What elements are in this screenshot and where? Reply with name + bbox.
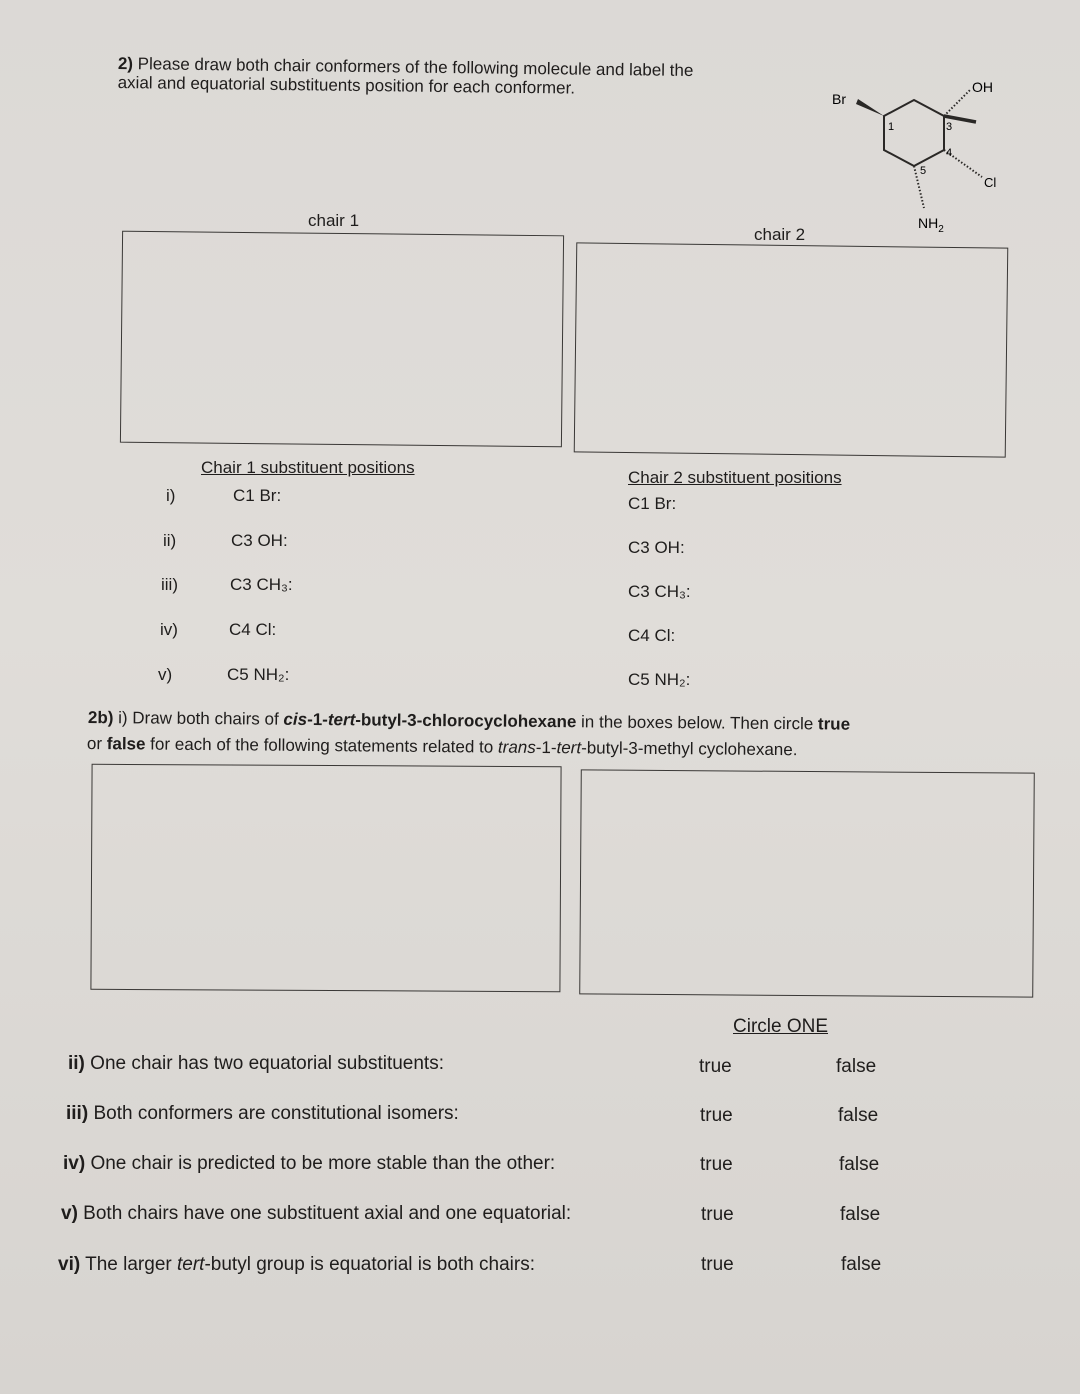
molecule-structure	[820, 70, 1040, 240]
oh-label: OH	[972, 79, 993, 95]
oh-hash-bond	[944, 90, 970, 116]
statement-ii-true[interactable]: true	[699, 1056, 732, 1077]
chair-1-drawing-box[interactable]	[120, 231, 564, 448]
statement-iv-false[interactable]: false	[839, 1154, 880, 1175]
question-2-line-1: Please draw both chair conformers of the following molecule and label the	[137, 54, 694, 81]
chair-b-drawing-box[interactable]	[579, 769, 1035, 997]
chair-1-row-5-num: v)	[158, 665, 173, 684]
chair-2-row-3: C3 CH₃:	[628, 582, 691, 601]
chair-1-label: chair 1	[308, 211, 360, 230]
chair-1-row-1-num: i)	[166, 486, 176, 505]
question-2b-line-2: or false for each of the following statements related to trans-1-tert-butyl-3-methyl cyclohexane.	[86, 734, 798, 760]
chair-2-row-1: C1 Br:	[628, 494, 677, 513]
chair-1-positions-heading: Chair 1 substituent positions	[201, 458, 415, 477]
br-wedge-bond	[856, 99, 884, 116]
nh2-label: $NH_2$	[918, 215, 944, 235]
br-label: Br	[832, 91, 846, 107]
chair-2-row-2: C3 OH:	[628, 538, 685, 557]
carbon-number-4: 4	[946, 147, 953, 159]
chair-1-row-4-num: iv)	[160, 620, 178, 639]
chair-1-row-2-label: C3 OH:	[231, 531, 288, 550]
circle-one-heading: Circle ONE	[733, 1016, 829, 1037]
statement-vi-true[interactable]: true	[701, 1254, 734, 1275]
carbon-number-5: 5	[920, 165, 927, 177]
statement-iii-false[interactable]: false	[838, 1105, 879, 1126]
chair-1-row-5-label: C5 NH₂:	[227, 665, 290, 684]
cyclohexane-ring	[884, 100, 944, 166]
chair-2-row-4: C4 Cl:	[628, 626, 676, 645]
statement-iii: iii) Both conformers are constitutional isomers:	[66, 1103, 459, 1124]
statement-v-false[interactable]: false	[840, 1204, 881, 1225]
chair-1-row-1-label: C1 Br:	[233, 486, 282, 505]
chair-2-row-5: C5 NH₂:	[628, 670, 691, 689]
statement-iv-true[interactable]: true	[700, 1154, 733, 1175]
statement-iii-true[interactable]: true	[700, 1105, 733, 1126]
chair-1-row-4-label: C4 Cl:	[229, 620, 277, 639]
chair-2-drawing-box[interactable]	[574, 242, 1009, 457]
chair-2-positions-heading: Chair 2 substituent positions	[628, 468, 842, 487]
statement-v-true[interactable]: true	[701, 1204, 734, 1225]
chair-1-row-3-label: C3 CH₃:	[230, 575, 293, 594]
question-2-number: 2)	[117, 54, 134, 74]
chair-a-drawing-box[interactable]	[90, 764, 561, 992]
statement-v: v) Both chairs have one substituent axial and one equatorial:	[61, 1203, 572, 1224]
statement-vi: vi) The larger tert-butyl group is equatorial is both chairs:	[58, 1254, 536, 1275]
cl-label: Cl	[984, 175, 997, 190]
chair-1-row-3-num: iii)	[161, 575, 178, 594]
question-2-prompt	[118, 54, 694, 99]
statement-ii: ii) One chair has two equatorial substituents:	[68, 1053, 444, 1074]
chair-1-row-2-num: ii)	[163, 531, 177, 550]
question-2-line-2: axial and equatorial substituents position for each conformer.	[117, 72, 576, 98]
statement-ii-false[interactable]: false	[836, 1056, 877, 1077]
carbon-number-3: 3	[946, 121, 953, 133]
statement-vi-false[interactable]: false	[841, 1254, 882, 1275]
question-2b-line-1: 2b) i) Draw both chairs of cis-1-tert-butyl-3-chlorocyclohexane in the boxes below. Then circle true	[87, 708, 851, 734]
chair-2-label: chair 2	[754, 225, 806, 244]
carbon-number-1: 1	[888, 121, 895, 133]
statement-iv: iv) One chair is predicted to be more stable than the other:	[63, 1153, 556, 1174]
